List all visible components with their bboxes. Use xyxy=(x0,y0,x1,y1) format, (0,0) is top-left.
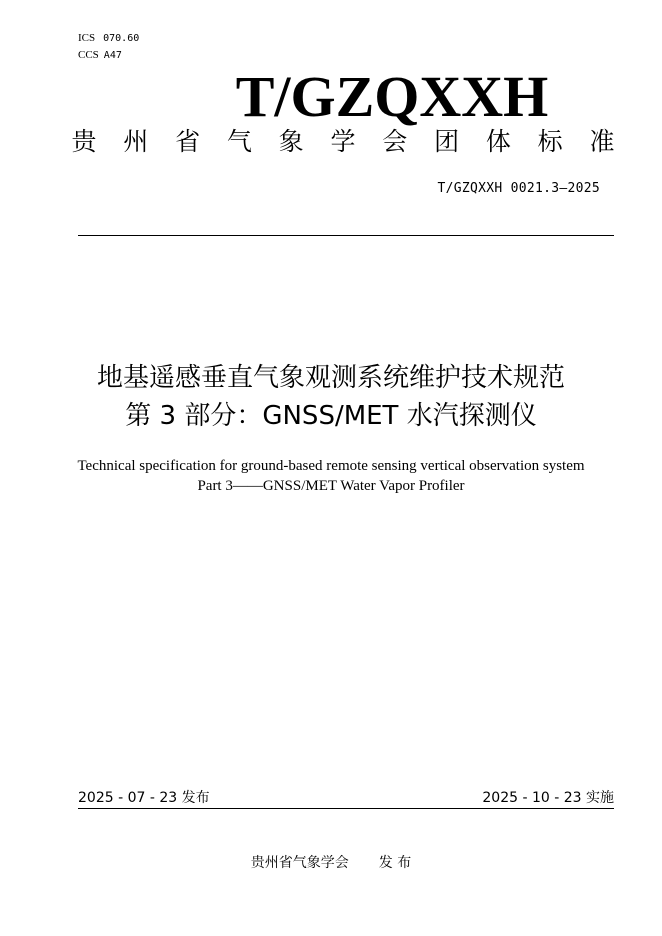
title-en-line2: Part 3——GNSS/MET Water Vapor Profiler xyxy=(197,478,465,494)
header-divider xyxy=(78,235,614,236)
ics-line xyxy=(78,30,139,47)
ccs-code: A47 xyxy=(103,50,122,61)
implement-date: 2025 - 10 - 23 实施 xyxy=(482,790,614,806)
ccs-label: CCS xyxy=(78,49,99,61)
org-char: 团 xyxy=(434,127,460,156)
org-char: 省 xyxy=(175,127,201,156)
publisher-name: 贵州省气象学会 xyxy=(250,855,349,871)
organization-name xyxy=(70,124,616,160)
org-char: 会 xyxy=(382,127,408,156)
issue-date: 2025 - 07 - 23 发布 xyxy=(78,790,210,806)
title-cn-line2: 第 3 部分：GNSS/MET 水汽探测仪 xyxy=(125,401,537,431)
footer-divider xyxy=(78,808,614,809)
publisher-action: 发 布 xyxy=(378,855,412,871)
org-char: 象 xyxy=(278,127,304,156)
org-char: 体 xyxy=(485,127,511,156)
standard-number: T/GZQXXH 0021.3—2025 xyxy=(437,181,600,196)
org-char: 标 xyxy=(537,127,563,156)
standard-logo: T/GZQXXH xyxy=(235,64,549,129)
title-en-line1: Technical specification for ground-based remote sensing vertical observation system xyxy=(77,458,585,474)
org-char: 气 xyxy=(226,127,252,156)
publisher-line xyxy=(0,853,662,873)
classification-block xyxy=(78,30,139,64)
ics-label: ICS xyxy=(78,32,96,44)
org-char: 贵 xyxy=(71,127,97,156)
org-char: 准 xyxy=(589,127,615,156)
title-cn-line1: 地基遥感垂直气象观测系统维护技术规范 xyxy=(96,363,565,393)
ccs-line xyxy=(78,47,139,64)
org-char: 学 xyxy=(330,127,356,156)
ics-code: 070.60 xyxy=(103,33,140,44)
org-char: 州 xyxy=(123,127,149,156)
